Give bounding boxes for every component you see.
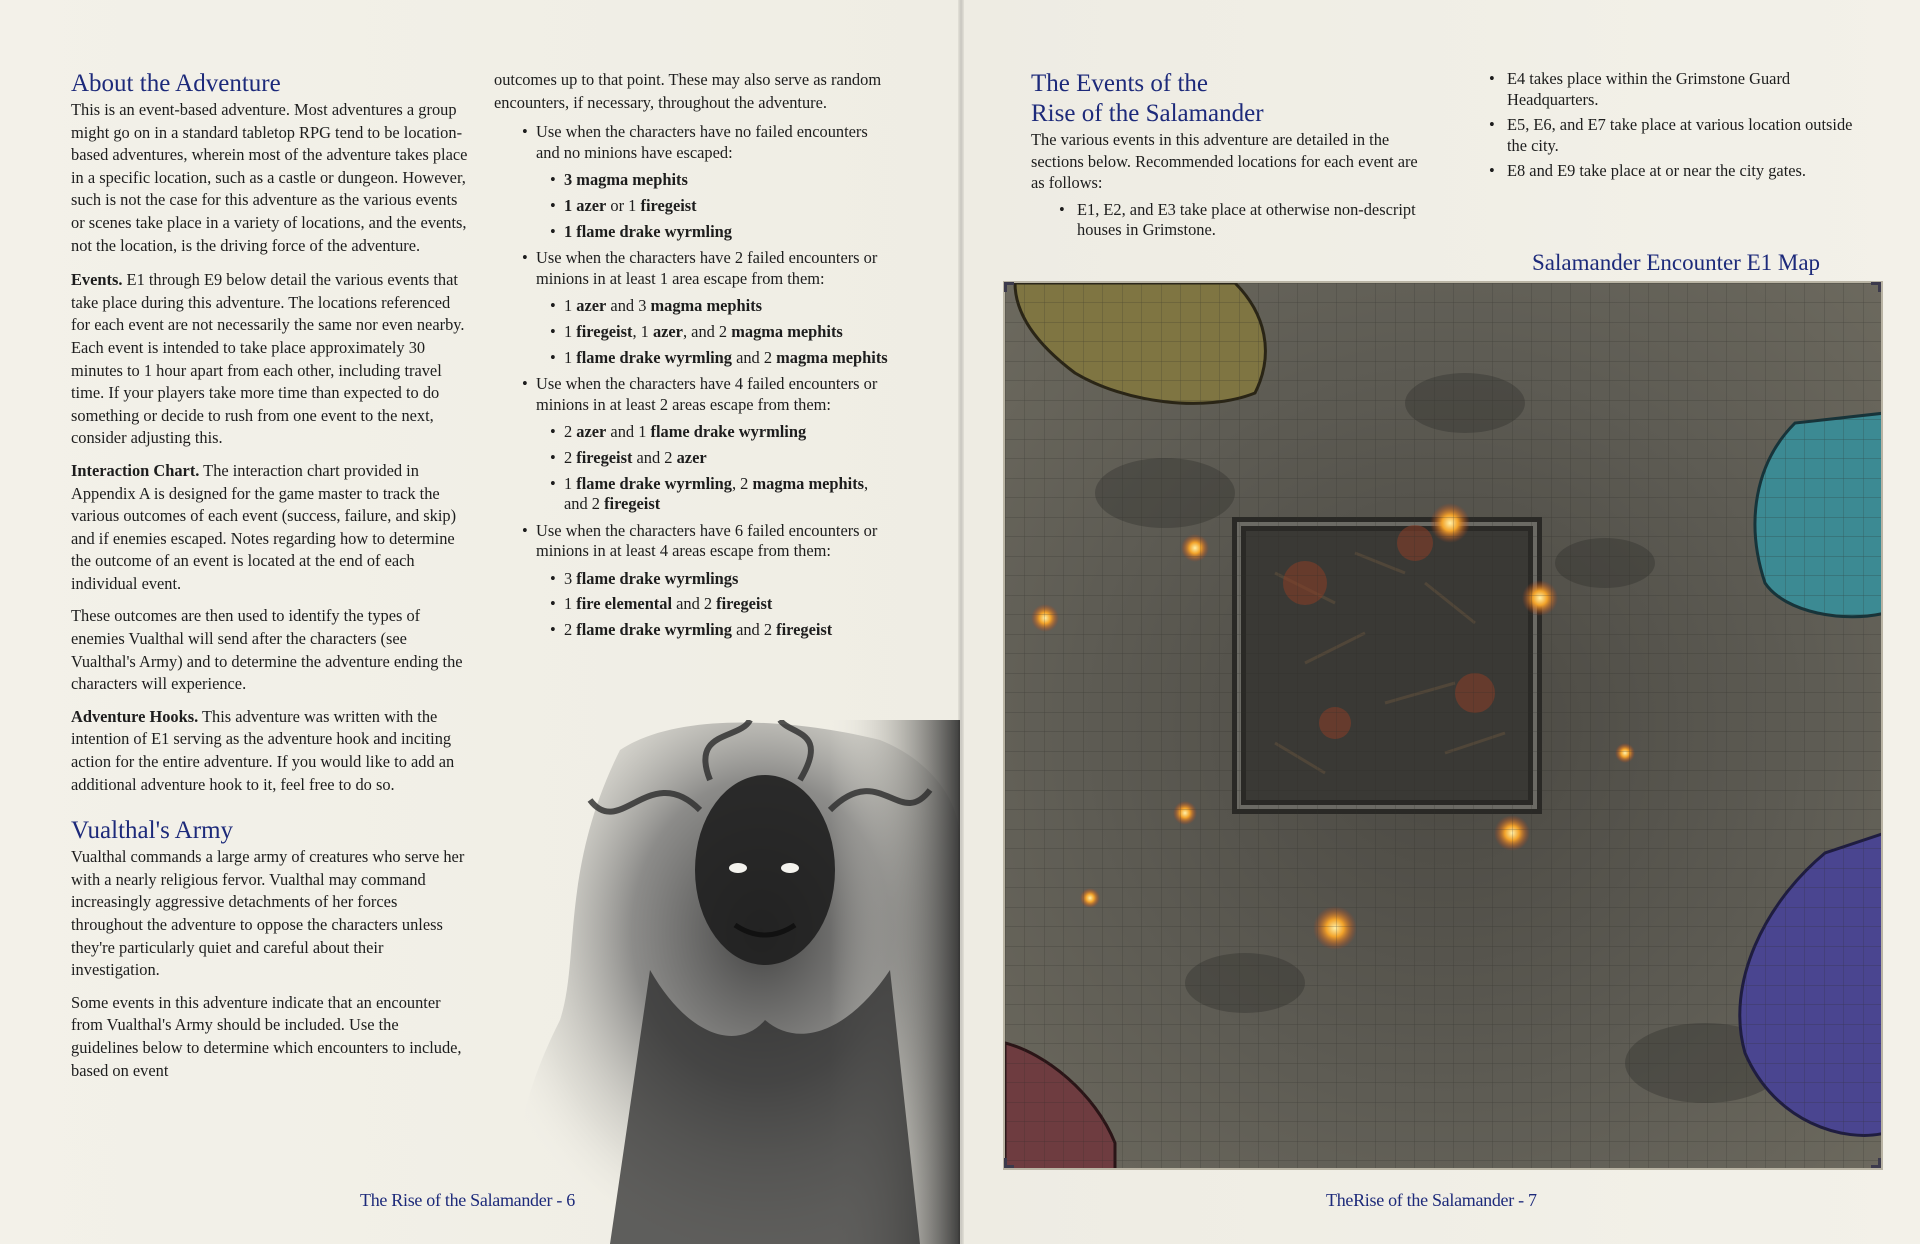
interaction-chart-label: Interaction Chart. [71, 460, 200, 480]
events-text: E1 through E9 below detail the various events that take place during this adventure. The locations referenced for each event are not necessarily the same nor even nearby. Each event is intended to take place approximately 30 minutes to 1 hour apart from each other, including travel time. If your players take more time than expected to do something or decide to rush from one event to the next, consider adjusting this. [71, 270, 465, 448]
group-intro: Use when the characters have no failed encounters and no minions have escaped: [536, 122, 868, 162]
list-item: • E4 takes place within the Grimstone Guard Headquarters. [1489, 69, 1791, 109]
army-heading: Vualthal's Army [71, 817, 234, 845]
group-intro: Use when the characters have 6 failed encounters or minions in at least 4 areas escape from them: [536, 520, 878, 561]
left-column-2 [494, 69, 894, 647]
events-paragraph [71, 269, 469, 450]
bullet: • [522, 374, 528, 394]
encounter-groups [494, 122, 894, 640]
hooks-paragraph [71, 706, 469, 796]
encounter-map [1003, 281, 1883, 1170]
events-intro: The various events in this adventure are detailed in the sections below. Recommended locations for each event are as follows: [1031, 130, 1418, 192]
interaction-chart-paragraph [71, 460, 469, 596]
list-item: • 2 azer and 1 flame drake wyrmling [550, 422, 807, 442]
list-item: • 1 azer or 1 firegeist [550, 195, 697, 215]
page-number-left: The Rise of the Salamander - 6 [360, 1190, 575, 1210]
left-column-1 [71, 69, 469, 1092]
group-intro: Use when the characters have 4 failed encounters or minions in at least 2 areas escape from them: [536, 374, 878, 414]
group-intro: Use when the characters have 2 failed encounters or minions in at least 1 area escape from them: [536, 248, 878, 288]
list-item: • 1 firegeist, 1 azer, and 2 magma mephits [550, 321, 843, 341]
encounter-group-2 [494, 248, 894, 368]
list-item: • 1 fire elemental and 2 firegeist [550, 594, 773, 614]
list-item: • 3 flame drake wyrmlings [550, 568, 739, 588]
list-item: • E8 and E9 take place at or near the city gates. [1489, 161, 1806, 181]
continuation-text: outcomes up to that point. These may also serve as random encounters, if necessary, throughout the adventure. [494, 70, 882, 112]
list-item: • 1 flame drake wyrmling and 2 magma mephits [550, 347, 888, 367]
book-spine [958, 0, 964, 1244]
list-item: • 3 magma mephits [550, 170, 688, 190]
encounter-group-4 [494, 521, 894, 641]
right-column-2 [1489, 69, 1869, 187]
list-item: • 2 firegeist and 2 azer [550, 447, 707, 467]
map-corner-bl [1004, 1158, 1014, 1168]
about-heading: About the Adventure [71, 70, 281, 97]
events-list-1 [1031, 200, 1419, 241]
list-item: • 2 flame drake wyrmling and 2 firegeist [550, 620, 833, 640]
map-title: Salamander Encounter E1 Map [1532, 250, 1821, 275]
bullet: • [522, 248, 528, 268]
right-column-1 [1031, 69, 1419, 246]
events-label: Events. [71, 270, 123, 290]
list-item: • 1 flame drake wyrmling [550, 221, 732, 241]
battle-map-graphic [1005, 283, 1883, 1170]
list-item: • E5, E6, and E7 take place at various location outside the city. [1489, 115, 1853, 155]
about-intro: This is an event-based adventure. Most adventures a group might go on in a standard tabletop RPG tend to be location-based adventures, wherein most of the adventure takes place in a specific location, such as a castle or dungeon. However, such is not the case for this adventure as the various events or scenes take place in a variety of locations, and the events, not the location, is the driving force of the adventure. [71, 100, 468, 255]
outcomes-paragraph: These outcomes are then used to identify the types of enemies Vualthal will send after the characters (see Vualthal's Army) and to determine the adventure ending the characters will experience. [71, 606, 463, 694]
bullet: • [522, 520, 528, 540]
hooks-text: This adventure was written with the intention of E1 serving as the adventure hook and inciting action for the entire adventure. If you would like to add an additional adventure hook to it, feel free to do so. [71, 706, 455, 794]
map-corner-br [1871, 1158, 1881, 1168]
shadow-figure-illustration [500, 720, 960, 1244]
army-text-1: Vualthal commands a large army of creatures who serve her with a nearly religious fervor. Vualthal may command increasingly aggressive detachments of her forces throughout the adventure to oppose the characters unless they're particularly quiet and careful about their investigation. [71, 847, 465, 980]
encounter-group-3 [494, 374, 894, 515]
map-corner-tl [1004, 282, 1014, 292]
page-number-right: TheRise of the Salamander - 7 [1326, 1190, 1537, 1210]
events-heading: The Events of the Rise of the Salamander [1031, 70, 1264, 127]
list-item: • 1 flame drake wyrmling, 2 magma mephits, and 2 firegeist [550, 473, 869, 514]
army-text-2: Some events in this adventure indicate that an encounter from Vualthal's Army should be included. Use the guidelines below to determine which encounters to include, based on event [71, 992, 462, 1080]
bullet: • [522, 122, 528, 142]
list-item: • 1 azer and 3 magma mephits [550, 296, 763, 316]
events-list-2 [1489, 69, 1869, 182]
map-corner-tr [1871, 282, 1881, 292]
hooks-label: Adventure Hooks. [71, 706, 199, 726]
list-item: • E1, E2, and E3 take place at otherwise non-descript houses in Grimstone. [1059, 199, 1416, 240]
interaction-chart-text: The interaction chart provided in Appendix A is designed for the game master to track the various outcomes of each event (success, failure, and skip) and if enemies escaped. Notes regarding how to determine the outcome of an event is located at the end of each individual event. [71, 460, 457, 593]
encounter-group-1 [494, 122, 894, 242]
